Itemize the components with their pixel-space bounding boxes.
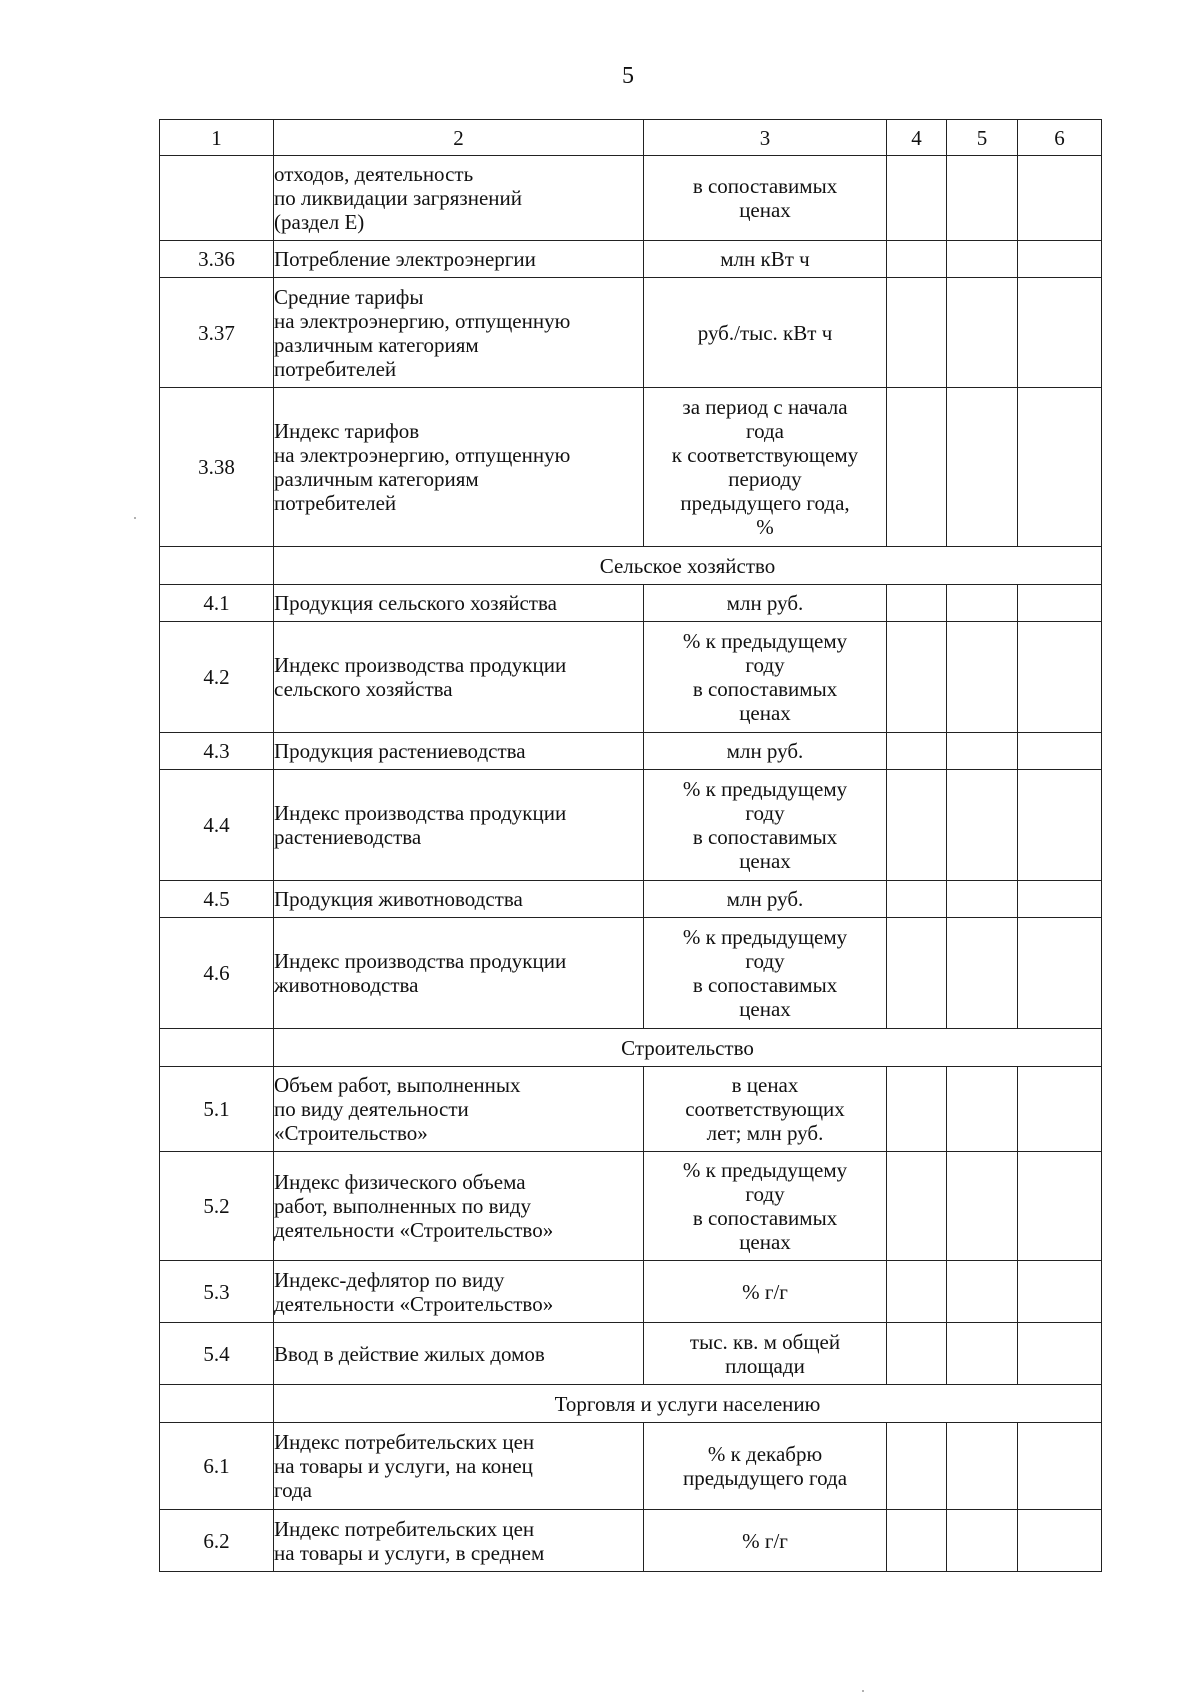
value-cell-4 <box>887 1067 947 1152</box>
value-cell-6 <box>1018 1067 1102 1152</box>
table-row <box>160 770 1102 881</box>
text-line: Средние тарифы <box>274 284 424 309</box>
value-cell-5 <box>947 622 1018 733</box>
indicator-name <box>274 1510 644 1572</box>
value-cell-6 <box>1018 1423 1102 1510</box>
row-number: 5.4 <box>160 1323 274 1385</box>
text-line: года <box>274 1478 312 1502</box>
text-line: Продукция растениеводства <box>274 739 526 763</box>
value-cell-5 <box>947 1152 1018 1261</box>
value-cell-4 <box>887 1510 947 1572</box>
table-row <box>160 388 1102 547</box>
text-line: в сопоставимых <box>692 973 838 997</box>
text-line: ценах <box>739 701 791 725</box>
value-cell-5 <box>947 1261 1018 1323</box>
text-line: на электроэнергию, отпущенную <box>274 443 571 467</box>
value-cell-4 <box>887 1261 947 1323</box>
value-cell-5 <box>947 733 1018 770</box>
value-cell-5 <box>947 881 1018 918</box>
value-cell-4 <box>887 881 947 918</box>
table-row <box>160 1152 1102 1261</box>
row-number: 4.5 <box>160 881 274 918</box>
unit-cell <box>644 278 887 388</box>
value-cell-6 <box>1018 1510 1102 1572</box>
indicator-name <box>274 278 644 388</box>
text-line: сельского хозяйства <box>274 677 453 701</box>
value-cell-5 <box>947 1323 1018 1385</box>
text-line: Индекс физического объема <box>274 1170 526 1194</box>
header-cell-5: 5 <box>947 120 1018 156</box>
text-line: Индекс производства продукции <box>274 949 567 973</box>
text-line: Индекс производства продукции <box>274 801 567 825</box>
text-line: периоду <box>728 467 802 491</box>
unit-cell <box>644 156 887 241</box>
row-number: 3.36 <box>160 241 274 278</box>
text-line: различным категориям <box>274 467 479 491</box>
unit-cell <box>644 733 887 770</box>
indicator-name <box>274 733 644 770</box>
text-line: деятельности «Строительство» <box>274 1218 554 1242</box>
text-line: к соответствующему <box>671 443 859 467</box>
text-line: в ценах <box>731 1073 799 1097</box>
indicator-name <box>274 1423 644 1510</box>
value-cell-5 <box>947 918 1018 1029</box>
table-row <box>160 1423 1102 1510</box>
row-number: 3.38 <box>160 388 274 547</box>
text-line: отходов, деятельность <box>274 162 474 186</box>
indicators-table <box>159 119 1102 1572</box>
text-line: млн руб. <box>726 887 804 911</box>
indicator-name <box>274 881 644 918</box>
page-number: 5 <box>622 63 634 89</box>
text-line: году <box>745 801 785 825</box>
table-row <box>160 1510 1102 1572</box>
text-line: % к предыдущему <box>682 629 848 653</box>
row-number: 4.2 <box>160 622 274 733</box>
header-cell-6: 6 <box>1018 120 1102 156</box>
row-number: 5.2 <box>160 1152 274 1261</box>
text-line: различным категориям <box>274 332 479 357</box>
scan-speck <box>134 517 136 519</box>
text-line: площади <box>725 1353 805 1378</box>
indicator-name <box>274 770 644 881</box>
text-line: Продукция животноводства <box>274 887 523 911</box>
text-line: ценах <box>739 997 791 1021</box>
table-row <box>160 733 1102 770</box>
scan-speck <box>862 1690 864 1692</box>
text-line: % к предыдущему <box>682 925 848 949</box>
value-cell-4 <box>887 278 947 388</box>
value-cell-5 <box>947 585 1018 622</box>
text-line: «Строительство» <box>274 1121 428 1145</box>
text-line: по виду деятельности <box>274 1097 469 1121</box>
text-line: Потребление электроэнергии <box>274 247 536 271</box>
value-cell-6 <box>1018 156 1102 241</box>
value-cell-6 <box>1018 733 1102 770</box>
text-line: млн кВт ч <box>720 247 810 271</box>
text-line: Индекс тарифов <box>274 419 420 443</box>
header-cell-4: 4 <box>887 120 947 156</box>
value-cell-4 <box>887 241 947 278</box>
value-cell-4 <box>887 622 947 733</box>
row-number: 4.1 <box>160 585 274 622</box>
text-line: году <box>745 653 785 677</box>
value-cell-4 <box>887 733 947 770</box>
text-line: году <box>745 1182 785 1206</box>
value-cell-5 <box>947 1067 1018 1152</box>
row-number: 6.1 <box>160 1423 274 1510</box>
value-cell-4 <box>887 585 947 622</box>
text-line: предыдущего года, <box>680 491 850 515</box>
table-row <box>160 585 1102 622</box>
table-row <box>160 918 1102 1029</box>
section-row <box>160 1029 1102 1067</box>
text-line: ценах <box>739 849 791 873</box>
unit-cell <box>644 1152 887 1261</box>
text-line: Индекс производства продукции <box>274 653 567 677</box>
header-row <box>160 120 1102 156</box>
empty-cell <box>160 547 274 585</box>
indicator-name <box>274 1067 644 1152</box>
row-number: 5.3 <box>160 1261 274 1323</box>
text-line: (раздел Е) <box>274 210 365 234</box>
indicator-name <box>274 1152 644 1261</box>
text-line: лет; млн руб. <box>706 1121 824 1145</box>
text-line: ценах <box>739 1230 791 1254</box>
row-number: 6.2 <box>160 1510 274 1572</box>
value-cell-6 <box>1018 1152 1102 1261</box>
table-row <box>160 881 1102 918</box>
text-line: на товары и услуги, в среднем <box>274 1540 545 1565</box>
table-row <box>160 241 1102 278</box>
text-line: на электроэнергию, отпущенную <box>274 308 571 333</box>
text-line: % <box>756 515 774 539</box>
row-number: 3.37 <box>160 278 274 388</box>
text-line: в сопоставимых <box>692 174 838 198</box>
text-line: потребителей <box>274 356 397 381</box>
table-row <box>160 622 1102 733</box>
text-line: работ, выполненных по виду <box>274 1194 532 1218</box>
text-line: соответствующих <box>685 1097 845 1121</box>
value-cell-6 <box>1018 388 1102 547</box>
text-line: % г/г <box>742 1279 788 1304</box>
header-cell-1: 1 <box>160 120 274 156</box>
text-line: предыдущего года <box>682 1466 848 1490</box>
value-cell-6 <box>1018 622 1102 733</box>
unit-cell <box>644 1510 887 1572</box>
text-line: в сопоставимых <box>692 677 838 701</box>
value-cell-6 <box>1018 770 1102 881</box>
text-line: % к декабрю <box>707 1442 823 1466</box>
text-line: руб./тыс. кВт ч <box>697 320 833 345</box>
unit-cell <box>644 1067 887 1152</box>
table-row <box>160 278 1102 388</box>
text-line: животноводства <box>274 973 419 997</box>
text-line: года <box>746 419 784 443</box>
text-line: Индекс потребительских цен <box>274 1430 535 1454</box>
text-line: млн руб. <box>726 739 804 763</box>
text-line: за период с начала <box>682 395 848 419</box>
value-cell-6 <box>1018 1261 1102 1323</box>
value-cell-5 <box>947 770 1018 881</box>
indicator-name <box>274 1261 644 1323</box>
value-cell-4 <box>887 388 947 547</box>
section-title: Сельское хозяйство <box>274 547 1102 585</box>
text-line: году <box>745 949 785 973</box>
text-line: млн руб. <box>726 591 804 615</box>
text-line: % к предыдущему <box>682 777 848 801</box>
text-line: Ввод в действие жилых домов <box>274 1341 545 1366</box>
unit-cell <box>644 918 887 1029</box>
row-number <box>160 156 274 241</box>
indicator-name <box>274 918 644 1029</box>
text-line: на товары и услуги, на конец <box>274 1454 533 1478</box>
header-cell-2: 2 <box>274 120 644 156</box>
empty-cell <box>160 1385 274 1423</box>
text-line: % к предыдущему <box>682 1158 848 1182</box>
indicator-name <box>274 156 644 241</box>
value-cell-6 <box>1018 278 1102 388</box>
value-cell-5 <box>947 1510 1018 1572</box>
text-line: деятельности «Строительство» <box>274 1291 554 1316</box>
text-line: Индекс потребительских цен <box>274 1516 535 1541</box>
value-cell-5 <box>947 156 1018 241</box>
value-cell-4 <box>887 1323 947 1385</box>
row-number: 4.3 <box>160 733 274 770</box>
header-cell-3: 3 <box>644 120 887 156</box>
table-row <box>160 156 1102 241</box>
row-number: 5.1 <box>160 1067 274 1152</box>
text-line: в сопоставимых <box>692 1206 838 1230</box>
unit-cell <box>644 622 887 733</box>
text-line: тыс. кв. м общей <box>689 1329 841 1354</box>
value-cell-4 <box>887 918 947 1029</box>
section-title: Торговля и услуги населению <box>274 1385 1102 1423</box>
indicator-name <box>274 388 644 547</box>
unit-cell <box>644 1423 887 1510</box>
empty-cell <box>160 1029 274 1067</box>
section-row <box>160 1385 1102 1423</box>
unit-cell <box>644 1323 887 1385</box>
unit-cell <box>644 585 887 622</box>
value-cell-5 <box>947 388 1018 547</box>
text-line: ценах <box>739 198 791 222</box>
indicator-name <box>274 1323 644 1385</box>
value-cell-6 <box>1018 918 1102 1029</box>
section-title: Строительство <box>274 1029 1102 1067</box>
unit-cell <box>644 241 887 278</box>
value-cell-4 <box>887 1423 947 1510</box>
value-cell-6 <box>1018 881 1102 918</box>
unit-cell <box>644 881 887 918</box>
value-cell-5 <box>947 241 1018 278</box>
unit-cell <box>644 388 887 547</box>
value-cell-4 <box>887 770 947 881</box>
table-row <box>160 1261 1102 1323</box>
text-line: потребителей <box>274 491 397 515</box>
value-cell-4 <box>887 1152 947 1261</box>
indicator-name <box>274 241 644 278</box>
unit-cell <box>644 1261 887 1323</box>
row-number: 4.6 <box>160 918 274 1029</box>
indicator-name <box>274 622 644 733</box>
text-line: Объем работ, выполненных <box>274 1073 521 1097</box>
value-cell-6 <box>1018 241 1102 278</box>
row-number: 4.4 <box>160 770 274 881</box>
text-line: % г/г <box>742 1528 788 1553</box>
text-line: в сопоставимых <box>692 825 838 849</box>
value-cell-5 <box>947 1423 1018 1510</box>
value-cell-6 <box>1018 585 1102 622</box>
indicator-name <box>274 585 644 622</box>
value-cell-6 <box>1018 1323 1102 1385</box>
table-row <box>160 1067 1102 1152</box>
table-row <box>160 1323 1102 1385</box>
unit-cell <box>644 770 887 881</box>
text-line: по ликвидации загрязнений <box>274 186 522 210</box>
section-row <box>160 547 1102 585</box>
value-cell-5 <box>947 278 1018 388</box>
value-cell-4 <box>887 156 947 241</box>
text-line: Продукция сельского хозяйства <box>274 591 557 615</box>
text-line: Индекс-дефлятор по виду <box>274 1267 505 1292</box>
text-line: растениеводства <box>274 825 422 849</box>
